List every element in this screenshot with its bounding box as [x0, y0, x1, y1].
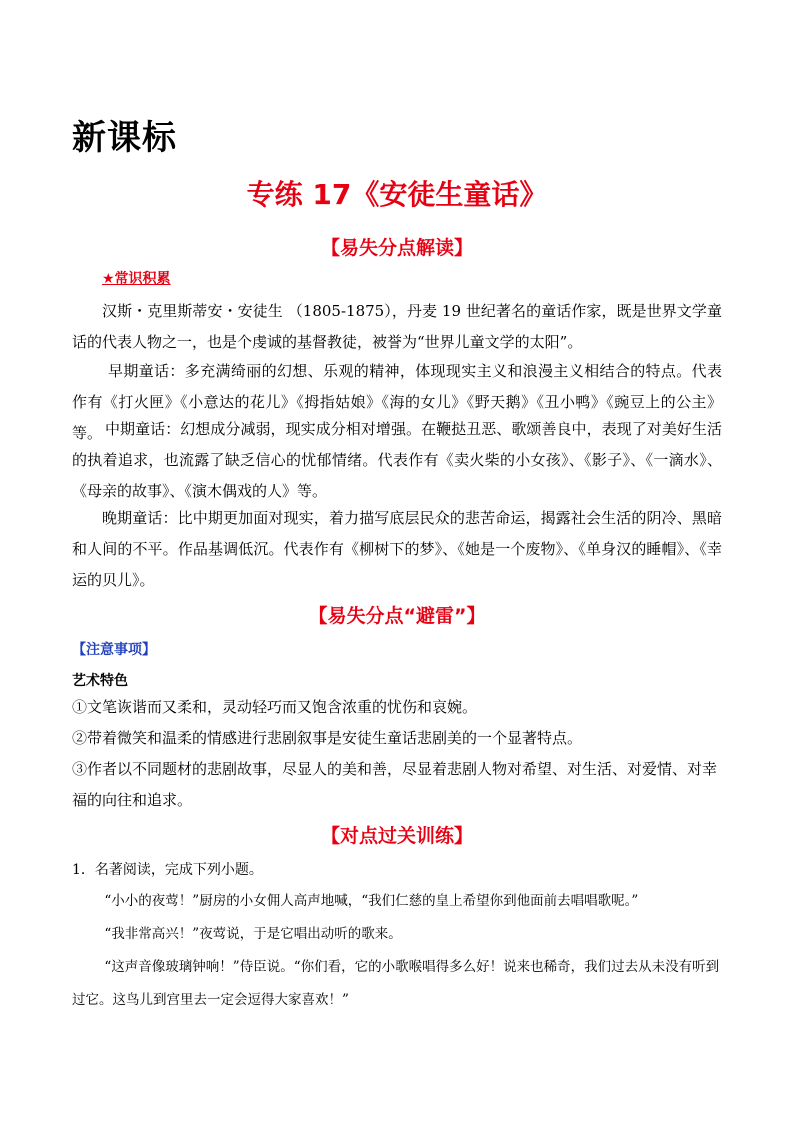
- art-point-1: ①文笔诙谐而又柔和，灵动轻巧而又饱含浓重的忧伤和哀婉。: [72, 698, 478, 716]
- passage-line-2: “我非常高兴！”夜莺说，于是它唱出动听的歌来。: [104, 926, 402, 942]
- page-title: 专练 17《安徒生童话》: [246, 178, 548, 211]
- art-point-2: ②带着微笑和温柔的情感进行悲剧叙事是安徒生童话悲剧美的一个显著特点。: [72, 729, 583, 747]
- subheading-knowledge: ★常识积累: [102, 271, 171, 287]
- paragraph-intro: 汉斯・克里斯蒂安・安徒生 （1805-1875），丹麦 19 世纪著名的童话作家，既是世界文学童话的代表人物之一，也是个虔诚的基督教徒，被誉为“世界儿童文学的太阳”。: [72, 302, 722, 351]
- question-prompt: 1．名著阅读，完成下列小题。: [72, 862, 263, 878]
- paragraph-early: 早期童话：多充满绮丽的幻想、乐观的精神，体现现实主义和浪漫主义相结合的特点。代表作有《打火匣》《小意达的花儿》《拇指姑娘》《海的女儿》《野天鹅》《丑小鸭》《豌豆上的公主》等。: [72, 362, 722, 442]
- art-features-heading: 艺术特色: [72, 673, 128, 689]
- section-heading-key-points: 【易失分点解读】: [320, 237, 473, 259]
- art-point-3: ③作者以不同题材的悲剧故事，尽显人的美和善，尽显着悲剧人物对希望、对生活、对爱情、对幸福的向往和追求。: [72, 760, 718, 809]
- section-heading-practice: 【对点过关训练】: [320, 825, 473, 847]
- paragraph-middle: 中期童话：幻想成分减弱，现实成分相对增强。在鞭挞丑恶、歌颂善良中，表现了对美好生活的执着追求，也流露了缺乏信心的忧郁情绪。代表作有《卖火柴的小女孩》、《影子》、《一滴水》、《母亲的故事》、《演木偶戏的人》等。: [72, 420, 722, 500]
- subheading-notes: 【注意事项】: [72, 642, 156, 658]
- passage-line-1: “小小的夜莺！”厨房的小女佣人高声地喊，“我们仁慈的皇上希望你到他面前去唱唱歌呢。”: [104, 893, 639, 909]
- section-heading-avoid: 【易失分点“避雷”】: [308, 605, 486, 627]
- paragraph-late: 晚期童话：比中期更加面对现实，着力描写底层民众的悲苦命运，揭露社会生活的阴冷、黑暗和人间的不平。作品基调低沉。代表作有《柳树下的梦》、《她是一个废物》、《单身汉的睡帽》、《幸运的贝儿》。: [72, 509, 722, 589]
- brand-header: 新课标: [72, 118, 177, 158]
- passage-line-3: “这声音像玻璃钟响！”侍臣说。“你们看，它的小歌喉唱得多么好！说来也稀奇，我们过去从未没有听到过它。这鸟儿到宫里去一定会逗得大家喜欢！”: [72, 959, 720, 1008]
